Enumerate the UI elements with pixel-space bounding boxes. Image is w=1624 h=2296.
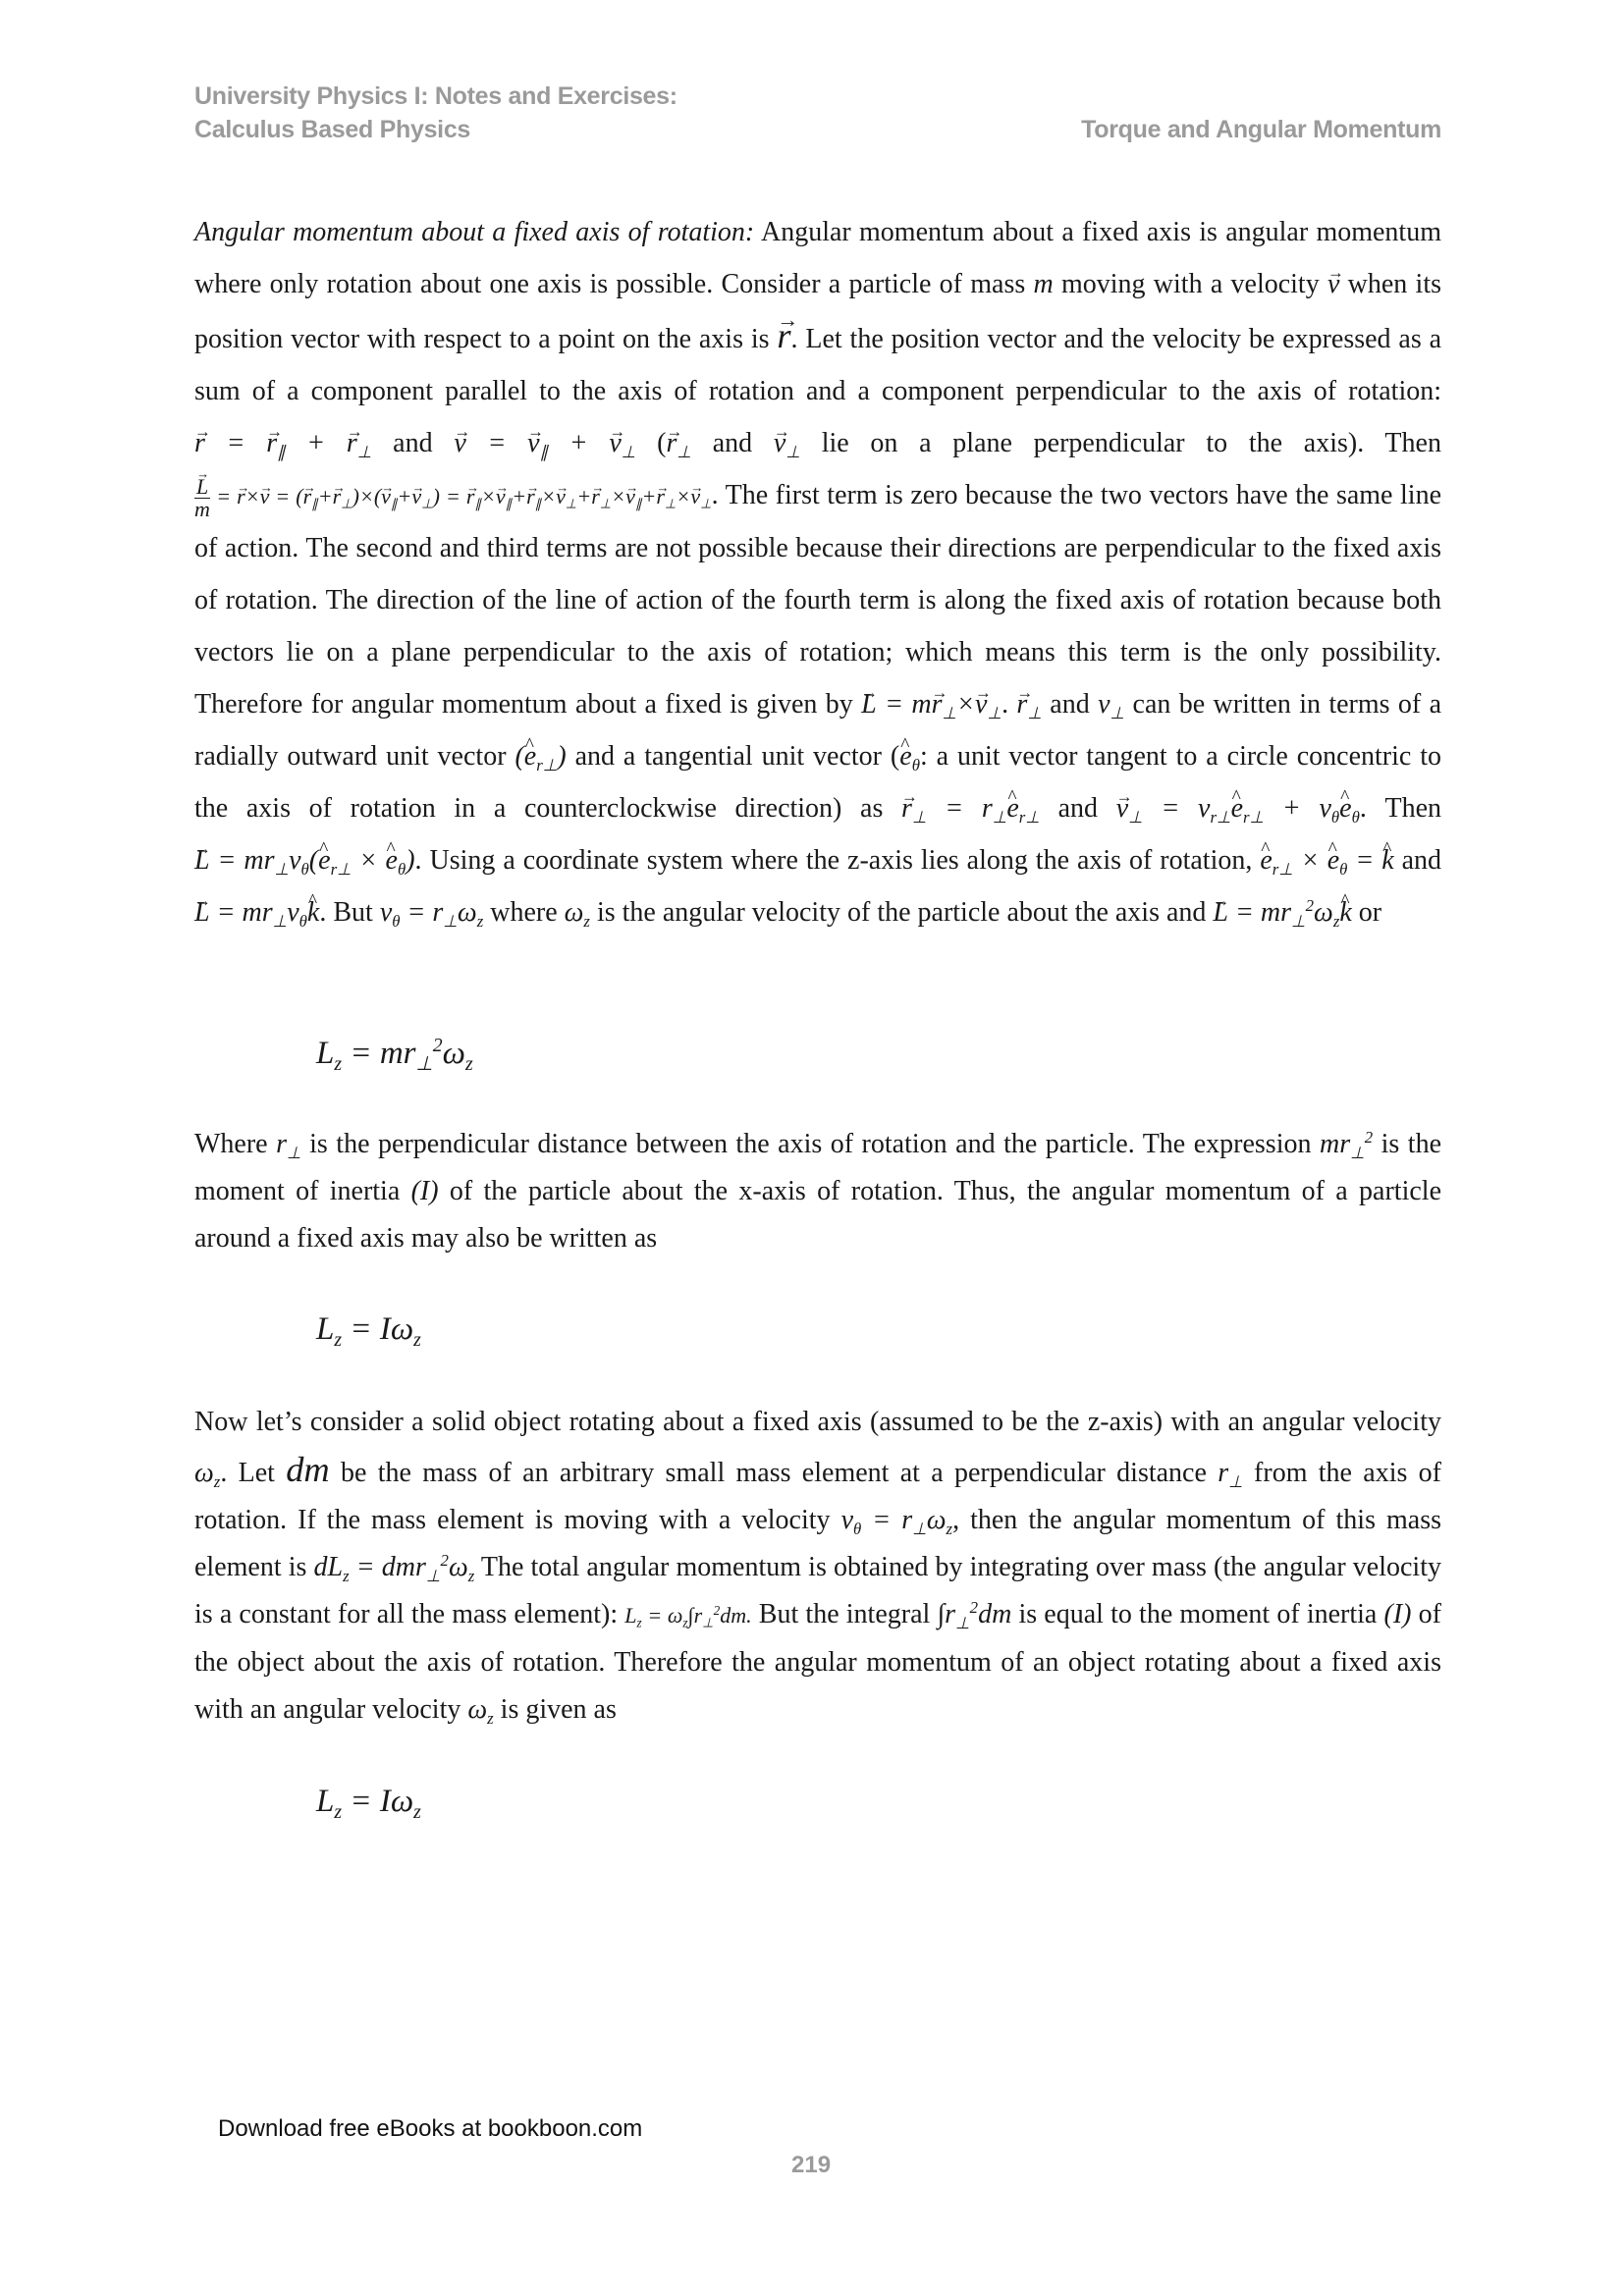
math-e-theta: ^ $e_\theta$ bbox=[899, 741, 920, 772]
math-L-cross: → $L = mr_\perp v_\theta(\^{}$ $e_{r\perp}$ × ^ $e_\theta$) bbox=[194, 845, 415, 876]
math-r-perp-radial: → $r_\perp$ = $r_\perp\^{}$ $e_{r\perp}$ bbox=[901, 793, 1040, 824]
equation-Lz-I-omega-object: $L_z = I\omega_z$ bbox=[316, 1784, 421, 1823]
math-v-theta: $v_\theta = r_\perp\omega_z$ bbox=[379, 897, 484, 931]
math-L-fixed: → $L = m\to r_\perp\times\to v_\perp$ bbox=[861, 689, 1001, 720]
equation-Lz-mr2omega: $L_z = mr_\perp^2\omega_z$ bbox=[316, 1035, 473, 1075]
math-Lz-integral: $L_z = \omega_z\int r_\perp^2dm$. bbox=[624, 1603, 752, 1630]
math-e-r-perp: (^ $e_{r\perp}$) bbox=[514, 741, 566, 772]
equation-Lz-I-omega: $L_z = I\omega_z$ bbox=[316, 1311, 421, 1351]
math-L-k: → $L = mr_\perp v_\theta\^{}$ k bbox=[194, 897, 319, 928]
paragraph-lead: Angular momentum about a fixed axis of rotation: bbox=[194, 217, 755, 247]
math-r: → r bbox=[777, 316, 790, 355]
math-cross-k: ^ $e_{r\perp}$ × ^ $e_\theta$ = ^ k bbox=[1260, 845, 1393, 876]
math-integral: $\int r_\perp^2dm$ bbox=[937, 1597, 1012, 1632]
chapter-title: Torque and Angular Momentum bbox=[1081, 116, 1441, 143]
book-title-line1: University Physics I: Notes and Exercises: bbox=[194, 82, 677, 110]
page-number: 219 bbox=[791, 2152, 832, 2178]
paragraph-fixed-axis: Angular momentum about a fixed axis of rotation: Angular momentum about a fixed axis is angular momentum where only rotation about one axis is possible. Consider a particle of mass m moving with a velocity → v when its position vector with respect to a point on the axis is → r. Let the position vector and the velocity be expressed as a sum of a component parallel to the axis of rotation and a component perpendicular to the axis of rotation: → r = → $r_\parallel$ + → $r_\perp$ and → v = → $v_\parallel$ + → $v_\perp$ (→ $r_\perp$ and → $v_\perp$ lie on a plane perpendicular to the axis). Then → $\frac{L}{m}$ = → r×→ v = (→ $r_\parallel+\to r_\perp)\times(\to v_\parallel+\to v_\perp)$ = → $r_\parallel\times\to v_\parallel+\to r_\parallel\times\to v_\perp+\to r_\perp\times\to v_\parallel+\to r_\perp\times\to v_\perp$. The first term is zero because the two vectors have the same line of action. The second and third terms are not possible because their directions are perpendicular to the fixed axis of rotation. The direction of the line of action of the fourth term is along the fixed axis of rotation because both vectors lie on a plane perpendicular to the axis of rotation; which means this term is the only possibility. Therefore for angular momentum about a fixed is given by → $L = m\to r_\perp\times\to v_\perp$. → $r_\perp$ and $v_\perp$ can be written in terms of a radially outward unit vector (^ $e_{r\perp}$) and a tangential unit vector (^ $e_\theta$: a unit vector tangent to a circle concentric to the axis of rotation in a counterclockwise direction) as → $r_\perp$ = $r_\perp\^{}$ $e_{r\perp}$ and → $v_\perp$ = $v_{r\perp}\^{}$ $e_{r\perp}$ + $v_\theta\^{}$ $e_\theta$. Then → $L = mr_\perp v_\theta(\^{}$ $e_{r\perp}$ × ^ $e_\theta$). Using a coordinate system where the z-axis lies along the axis of rotation, ^ $e_{r\perp}$ × ^ $e_\theta$ = ^ k and → $L = mr_\perp v_\theta\^{}$ k. But $v_\theta = r_\perp\omega_z$ where $\omega_z$ is the angular velocity of the particle about the axis and → $L = mr_\perp^2\omega_z\^{}$ k or bbox=[194, 206, 1441, 938]
paragraph-moment-of-inertia: Where $r_\perp$ is the perpendicular distance between the axis of rotation and the particle. The expression $mr_\perp^2$ is the moment of inertia (I) of the particle about the x-axis of rotation. Thus, the angular momentum of a particle around a fixed axis may also be written as bbox=[194, 1127, 1442, 1254]
paragraph-solid-object: Now let’s consider a solid object rotating about a fixed axis (assumed to be the z-axis) with an angular velocity $\omega_z$. Let dm be the mass of an arbitrary small mass element at a perpendicular distance $r_\perp$ from the axis of rotation. If the mass element is moving with a velocity $v_\theta = r_\perp\omega_z$, then the angular momentum of this mass element is $dL_z = dmr_\perp^2\omega_z$ The total angular momentum is obtained by integrating over mass (the angular velocity is a constant for all the mass element): $L_z = \omega_z\int r_\perp^2dm$. But the integral $\int r_\perp^2dm$ is equal to the moment of inertia (I) of the object about the axis of rotation. Therefore the angular momentum of an object rotating about a fixed axis with an angular velocity $\omega_z$ is given as bbox=[194, 1407, 1442, 1728]
math-r-decomp: → r = → $r_\parallel$ + → $r_\perp$ bbox=[194, 428, 371, 458]
math-L-omega-k: → $L = mr_\perp^2\omega_z\^{}$ k bbox=[1213, 897, 1351, 928]
math-v: → v bbox=[1327, 269, 1339, 299]
math-dLz: $dL_z = dmr_\perp^2\omega_z$ bbox=[313, 1550, 475, 1585]
math-v-decomp: → v = → $v_\parallel$ + → $v_\perp$ bbox=[454, 428, 635, 458]
math-v-perp-components: → $v_\perp$ = $v_{r\perp}\^{}$ $e_{r\perp}$ + $v_\theta\^{}$ $e_\theta$ bbox=[1116, 793, 1360, 824]
book-title-line2: Calculus Based Physics bbox=[194, 116, 471, 143]
math-L-over-m-expansion: → $\frac{L}{m}$ = → r×→ v = (→ $r_\parallel+\to r_\perp)\times(\to v_\parallel+\to v_\perp)$ = → $r_\parallel\times\to v_\parallel+\to r_\parallel\times\to v_\perp+\to r_\perp\times\to v_\parallel+\to r_\perp\times\to v_\perp$ bbox=[194, 484, 712, 508]
download-ebooks-link[interactable]: Download free eBooks at bookboon.com bbox=[218, 2115, 643, 2142]
